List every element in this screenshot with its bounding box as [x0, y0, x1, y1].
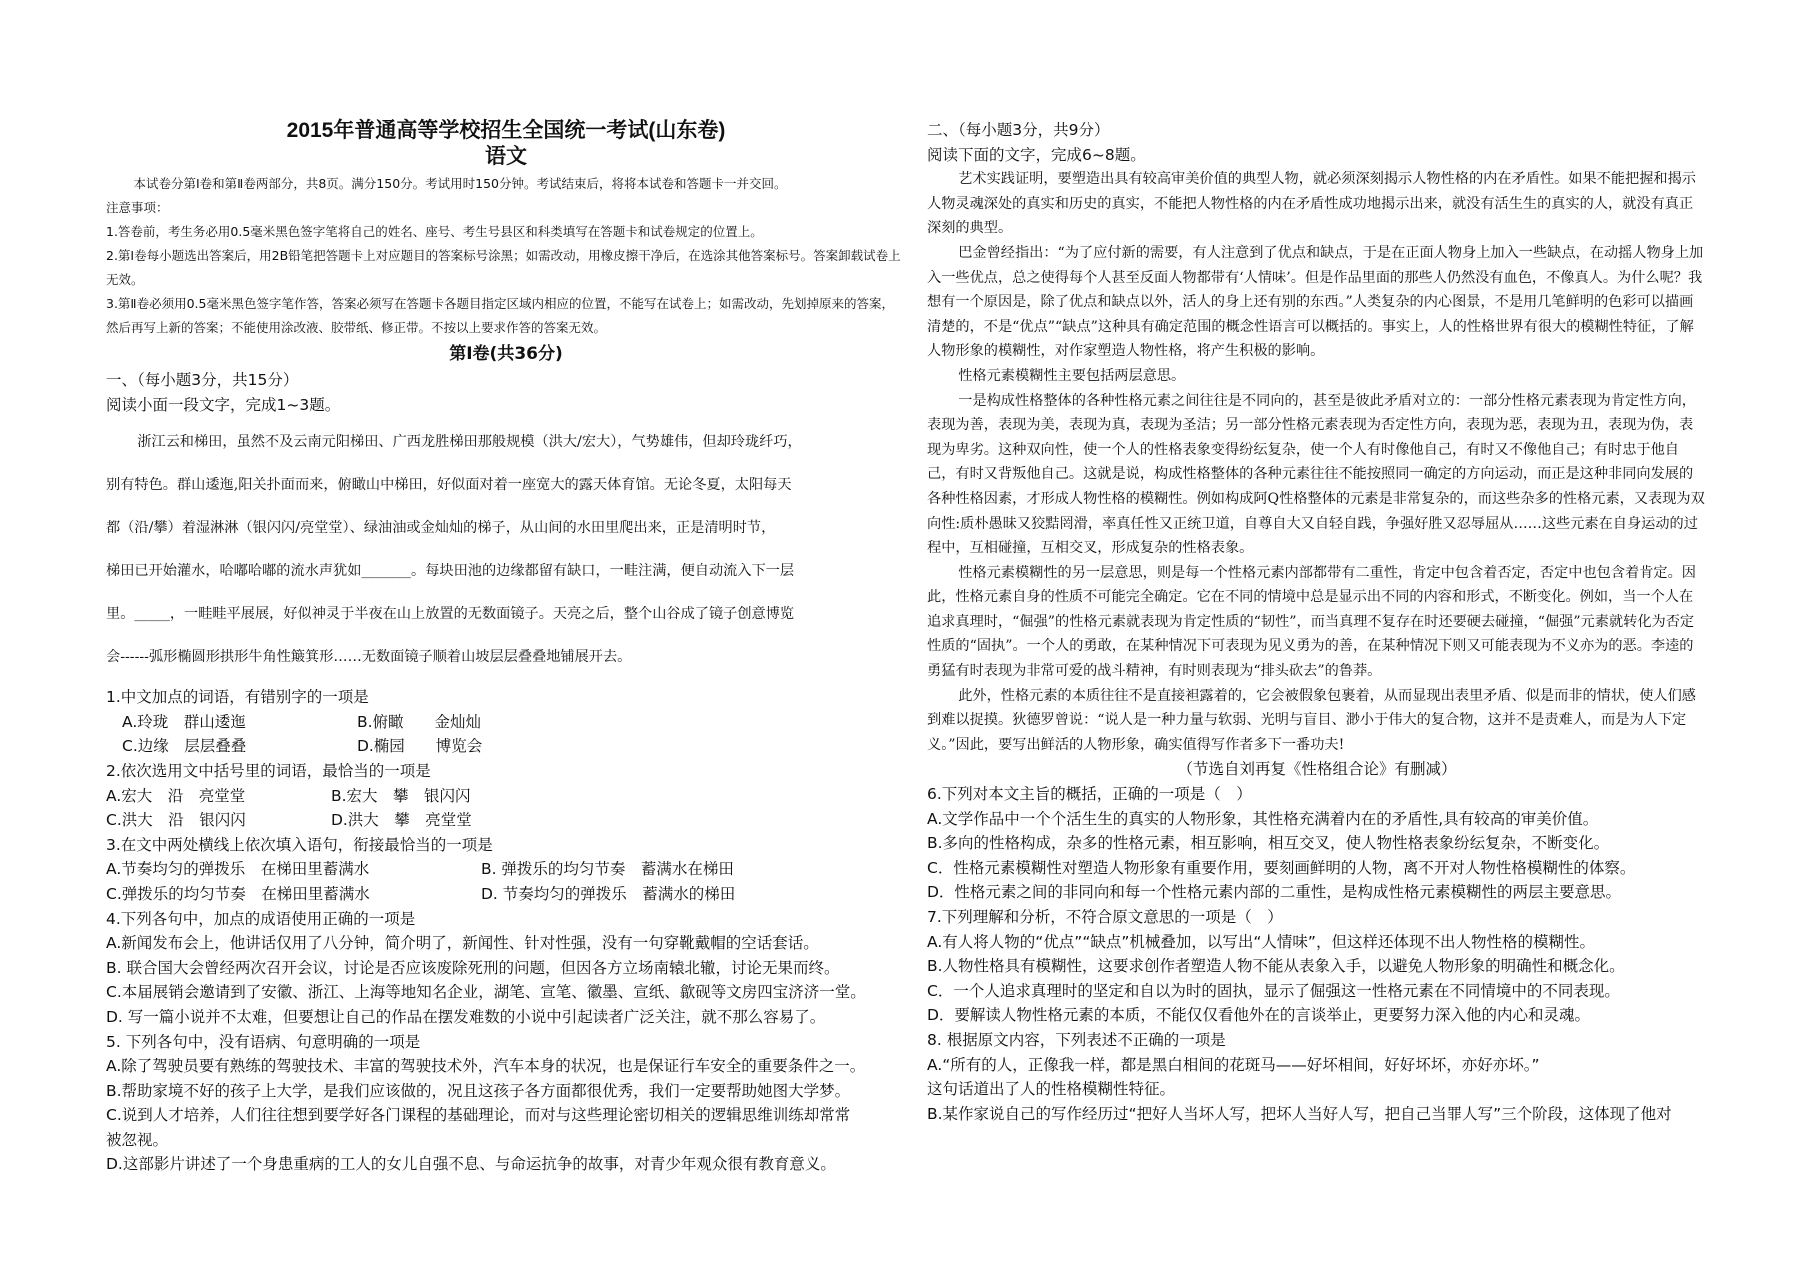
passage-line: 里。_____，一畦畦平展展，好似神灵于半夜在山上放置的无数面镜子。天亮之后，整个山谷成了镜子创意博览 — [106, 606, 795, 623]
question-stem: 3.在文中两处横线上依次填入语句，衔接最恰当的一项是 — [106, 835, 493, 854]
notice-item: 2.第Ⅰ卷每小题选出答案后，用2B铅笔把答题卡上对应题目的答案标号涂黑；如需改动，用橡皮擦干净后，在选涂其他答案标号。答案卸载试卷上无效。 — [106, 248, 901, 287]
essay-source: （节选自刘再复《性格组合论》有删减） — [1177, 760, 1457, 779]
option: B.俯瞰 金灿灿 — [356, 712, 481, 731]
option: C.边缘 层层叠叠 — [122, 737, 247, 756]
essay-paragraph: 性格元素模糊性主要包括两层意思。 — [958, 367, 1186, 384]
section1-heading: 一、（每小题3分，共15分） — [106, 371, 299, 389]
essay-paragraph: 性格元素模糊性的另一层意思，则是每一个性格元素内部都带有二重性，肯定中包含着否定，否定中也包含着肯定。因此，性格元素自身的性质不可能完全确定。它在不同的情境中总是显示出不同的内容和形式，不断变化。例如，当一个人在追求真理时，“倔强”的性格元素就表现为肯定性质的“韧性”，而当真理不复存在时还要硬去碰撞，“倔强”元素就转化为否定性质的“固执”。一个人的勇敢，在某种情况下可表现为见义勇为的善，在某种情况下则又可能表现为不义亦为的恶。李逵的勇猛有时表现为非常可爱的战斗精神，有时则表现为“排头砍去”的鲁莽。 — [927, 564, 1696, 680]
question-stem: 4.下列各句中，加点的成语使用正确的一项是 — [106, 909, 416, 928]
question-stem: 6.下列对本文主旨的概括，正确的一项是（ ） — [927, 785, 1252, 804]
option-line: D. 写一篇小说并不太难，但要想让自己的作品在摆发难数的小说中引起读者广泛关注，就不那么容易了。 — [106, 1007, 826, 1026]
exam-title: 2015年普通高等学校招生全国统一考试(山东卷) — [286, 119, 726, 142]
option-line: B.帮助家境不好的孩子上大学，是我们应该做的，况且这孩子各方面都很优秀，我们一定要帮助她图大学梦。 — [106, 1081, 851, 1100]
option: B. 弹拨乐的均匀节奏 蓄满水在梯田 — [480, 860, 734, 879]
instructions-intro: 本试卷分第Ⅰ卷和第Ⅱ卷两部分，共8页。满分150分。考试用时150分钟。考试结束后，将将本试卷和答题卡一并交回。 — [133, 176, 787, 191]
option-row — [106, 734, 906, 759]
essay-paragraph: 艺术实践证明，要塑造出具有较高审美价值的典型人物，就必须深刻揭示人物性格的内在矛盾性。如果不能把握和揭示人物灵魂深处的真实和历史的真实，不能把人物性格的内在矛盾性成功地揭示出来，就没有活生生的真实的人，就没有真正深刻的典型。 — [927, 171, 1696, 237]
option-row — [106, 882, 906, 907]
question-stem: 2.依次选用文中括号里的词语，最恰当的一项是 — [106, 761, 431, 780]
left-column — [106, 118, 906, 1177]
essay-passage — [927, 167, 1707, 757]
option: A.宏大 沿 亮堂堂 — [106, 786, 246, 805]
volume1-heading: 第Ⅰ卷(共36分) — [449, 344, 563, 364]
option-line: A.“所有的人，正像我一样，都是黑白相间的花斑马——好坏相间，好好坏坏，亦好亦坏。” — [927, 1055, 1540, 1074]
option-line: B.多向的性格构成，杂多的性格元素，相互影响，相互交叉，使人物性格表象纷纭复杂，不断变化。 — [927, 834, 1610, 853]
option-line: B. 联合国大会曾经两次召开会议，讨论是否应该废除死刑的问题，但因各方立场南辕北辙，讨论无果而终。 — [106, 958, 840, 977]
essay-paragraph: 巴金曾经指出：“为了应付新的需要，有人注意到了优点和缺点，于是在正面人物身上加入一些缺点，在动摇人物身上加入一些优点，总之使得每个人甚至反面人物都带有‘人情味’。但是作品里面的那些人仍然没有血色，不像真人。为什么呢？我想有一个原因是，除了优点和缺点以外，活人的身上还有别的东西。”人类复杂的内心图景，不是用几笔鲜明的色彩可以描画清楚的，不是“优点”“缺点”这种具有确定范围的概念性语言可以概括的。事实上，人的性格世界有很大的模糊性特征，了解人物形象的模糊性，对作家塑造人物性格，将产生积极的影响。 — [927, 244, 1704, 360]
option-line: 这句话道出了人的性格模糊性特征。 — [927, 1080, 1176, 1099]
section2-heading: 二、（每小题3分，共9分） — [927, 121, 1110, 139]
option-row — [106, 710, 906, 735]
option: D. 节奏均匀的弹拨乐 蓄满水的梯田 — [480, 884, 736, 903]
right-column — [927, 118, 1707, 1126]
option-line: B.某作家说自己的写作经历过“把好人当坏人写，把坏人当好人写，把自己当罪人写”三个阶段，这体现了他对 — [927, 1104, 1672, 1123]
option: B.宏大 攀 银闪闪 — [330, 786, 471, 805]
question-stem: 7.下列理解和分析，不符合原文意思的一项是（ ） — [927, 908, 1283, 926]
option-line: C.说到人才培养，人们往往想到要学好各门课程的基础理论，而对与这些理论密切相关的逻辑思维训练却常常 — [106, 1106, 851, 1125]
option-line: C．性格元素模糊性对塑造人物形象有重要作用，要刻画鲜明的人物，离不开对人物性格模糊性的体察。 — [927, 858, 1636, 877]
essay-paragraph: 此外，性格元素的本质往往不是直接袒露着的，它会被假象包裹着，从而显现出表里矛盾、似是而非的情状，使人们感到难以捉摸。狄德罗曾说：“说人是一种力量与软弱、光明与盲目、渺小于伟大的复合物，这并不是责难人，而是为人下定义。”因此，要写出鲜活的人物形象，确实值得写作者多下一番功夫! — [927, 687, 1696, 753]
notice-label: 注意事项： — [106, 200, 169, 215]
passage-line: 梯田已开始灌水，哈嘟哈嘟的流水声犹如_______。每块田池的边缘都留有缺口，一畦注满，便自动流入下一层 — [106, 563, 795, 580]
reading-passage — [106, 421, 906, 679]
option-line: D．性格元素之间的非同向和每一个性格元素内部的二重性，是构成性格元素模糊性的两层主要意思。 — [927, 883, 1621, 902]
question-stem: 5. 下列各句中，没有语病、句意明确的一项是 — [106, 1032, 421, 1051]
option: C.弹拨乐的均匀节奏 在梯田里蓄满水 — [106, 884, 370, 903]
option-line: D．要解读人物性格元素的本质，不能仅仅看他外在的言谈举止，更要努力深入他的内心和灵魂。 — [927, 1006, 1590, 1025]
option: A.节奏均匀的弹拨乐 在梯田里蓄满水 — [106, 860, 370, 879]
notice-item: 3.第Ⅱ卷必须用0.5毫米黑色签字笔作答，答案必须写在答题卡各题目指定区域内相应的位置，不能写在试卷上；如需改动，先划掉原来的答案，然后再写上新的答案；不能使用涂改液、胶带纸、修正带。不按以上要求作答的答案无效。 — [106, 296, 894, 335]
question-stem: 1.中文加点的词语，有错别字的一项是 — [106, 688, 369, 707]
option-row — [106, 808, 906, 833]
passage-line: 会------弧形椭圆形拱形牛角性簸箕形……无数面镜子顺着山坡层层叠叠地铺展开去。 — [106, 649, 632, 666]
option-line: A.除了驾驶员要有熟练的驾驶技术、丰富的驾驶技术外，汽车本身的状况，也是保证行车安全的重要条件之一。 — [106, 1057, 866, 1076]
subject-title: 语文 — [485, 145, 527, 168]
question-stem: 8. 根据原文内容，下列表述不正确的一项是 — [927, 1030, 1226, 1049]
option: D.椭园 博览会 — [356, 737, 483, 756]
option: C.洪大 沿 银闪闪 — [106, 811, 246, 830]
notice-item: 1.答卷前，考生务必用0.5毫米黑色签字笔将自己的姓名、座号、考生号县区和科类填写在答题卡和试卷规定的位置上。 — [106, 224, 763, 239]
option-line: A.文学作品中一个个活生生的真实的人物形象，其性格充满着内在的矛盾性,具有较高的审美价值。 — [927, 809, 1599, 828]
option-line: B.人物性格具有模糊性，这要求创作者塑造人物不能从表象入手，以避免人物形象的明确性和概念化。 — [927, 957, 1625, 976]
section2-intro: 阅读下面的文字，完成6~8题。 — [927, 145, 1146, 164]
option-line: C.本届展销会邀请到了安徽、浙江、上海等地知名企业，湖笔、宣笔、徽墨、宣纸、歙砚等文房四宝济济一堂。 — [106, 983, 866, 1002]
question-list — [106, 685, 906, 1177]
option-line: 被忽视。 — [106, 1130, 169, 1149]
option-row — [106, 857, 906, 882]
option-line: A.新闻发布会上，他讲话仅用了八分钟，简介明了，新闻性、针对性强，没有一句穿靴戴帽的空话套话。 — [106, 934, 819, 953]
option: A.玲珑 群山逶迤 — [122, 712, 246, 731]
essay-paragraph: 一是构成性格整体的各种性格元素之间往往是不同向的，甚至是彼此矛盾对立的：一部分性格元素表现为肯定性方向，表现为善，表现为美，表现为真，表现为圣洁；另一部分性格元素表现为否定性方向，表现为恶，表现为丑，表现为伪，表现为卑劣。这种双向性，使一个人的性格表象变得纷纭复杂，使一个人有时像他自己，有时又不像他自己；有时忠于他自己，有时又背叛他自己。这就是说，构成性格整体的各种元素往往不能按照同一确定的方向运动，而正是这种非同向发展的各种性格因素，才形成人物性格的模糊性。例如构成阿Q性格整体的元素是非常复杂的，而这些杂多的性格元素，又表现为双向性:质朴愚昧又狡黠罔滑，率真任性又正统卫道，自尊自大又自轻自践，争强好胜又忍辱屈从……这些元素在自身运动的过程中，互相碰撞，互相交叉，形成复杂的性格表象。 — [927, 392, 1705, 557]
passage-line: 都（沿/攀）着湿淋淋（银闪闪/亮堂堂）、绿油油或金灿灿的梯子，从山间的水田里爬出来，正是清明时节， — [106, 520, 776, 537]
option-line: D.这部影片讲述了一个身患重病的工人的女儿自强不息、与命运抗争的故事，对青少年观众很有教育意义。 — [106, 1155, 836, 1174]
option-row — [106, 784, 906, 809]
passage-line: 别有特色。群山逶迤,阳关扑面而来，俯瞰山中梯田，好似面对着一座宽大的露天体育馆。无论冬夏，太阳每天 — [106, 477, 792, 494]
option-line: C．一个人追求真理时的坚定和自以为时的固执，显示了倔强这一性格元素在不同情境中的不同表现。 — [927, 981, 1620, 1000]
passage-line: 浙江云和梯田，虽然不及云南元阳梯田、广西龙胜梯田那般规模（洪大/宏大），气势雄伟，但却玲珑纤巧， — [137, 434, 802, 451]
option: D.洪大 攀 亮堂堂 — [330, 811, 472, 830]
option-line: A.有人将人物的“优点”“缺点”机械叠加，以写出“人情味”，但这样还体现不出人物性格的模糊性。 — [927, 932, 1595, 951]
section1-intro: 阅读小面一段文字，完成1~3题。 — [106, 395, 341, 414]
